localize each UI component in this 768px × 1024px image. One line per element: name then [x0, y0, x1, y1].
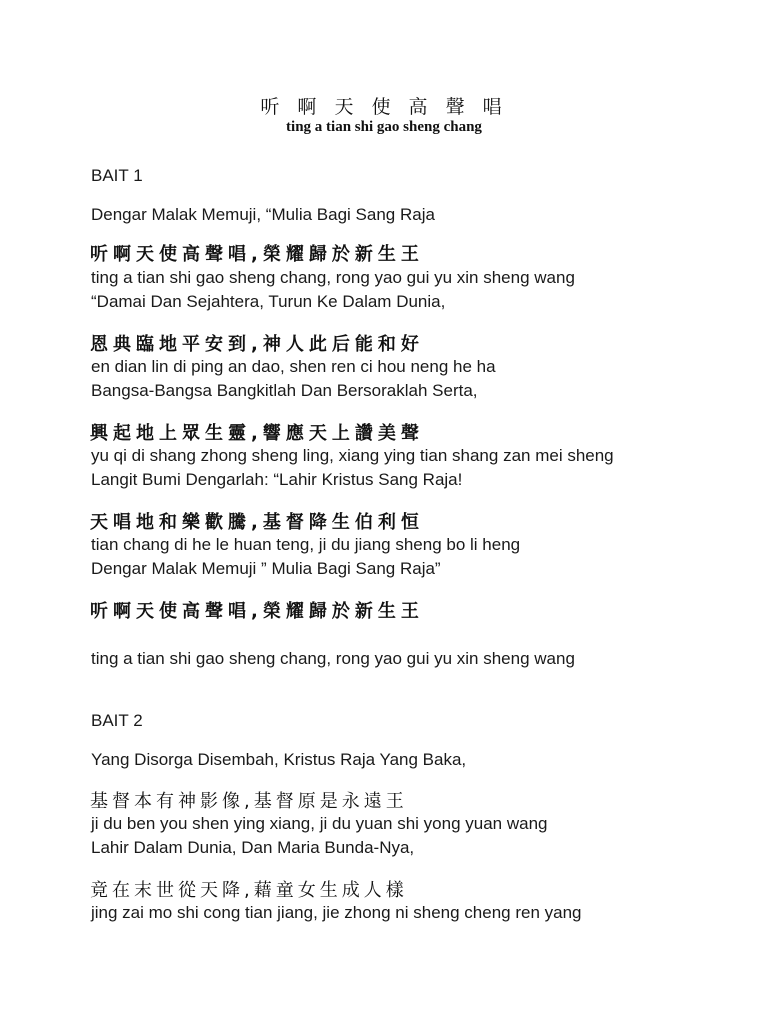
verse-2-line-3: ji du ben you shen ying xiang, ji du yuan shi yong yuan wang [91, 814, 548, 833]
verse-1-line-15: ting a tian shi gao sheng chang, rong yao gui yu xin sheng wang [91, 649, 575, 668]
verse-1-line-7: Bangsa-Bangsa Bangkitlah Dan Bersoraklah Serta, [91, 381, 478, 400]
verse-2-line-2: 基督本有神影像,基督原是永遠王 [90, 791, 408, 812]
verse-1-line-8: 興起地上眾生靈,響應天上讚美聲 [90, 423, 424, 444]
verse-2-line-1: Yang Disorga Disembah, Kristus Raja Yang Baka, [91, 750, 467, 769]
verse-2-label: BAIT 2 [91, 711, 143, 730]
verse-1-line-1: Dengar Malak Memuji, “Mulia Bagi Sang Raja [91, 205, 435, 224]
verse-1-line-14: 听啊天使高聲唱,榮耀歸於新生王 [90, 601, 424, 622]
verse-1-line-13: Dengar Malak Memuji ” Mulia Bagi Sang Raja” [91, 559, 441, 578]
verse-1-line-12: tian chang di he le huan teng, ji du jiang sheng bo li heng [91, 535, 521, 554]
verse-1-line-4: “Damai Dan Sejahtera, Turun Ke Dalam Dunia, [91, 292, 446, 311]
verse-1-line-11: 天唱地和樂歡騰,基督降生伯利恒 [90, 512, 424, 533]
verse-1-line-9: yu qi di shang zhong sheng ling, xiang ying tian shang zan mei sheng [91, 446, 614, 465]
verse-2-line-4: Lahir Dalam Dunia, Dan Maria Bunda-Nya, [91, 838, 415, 857]
verse-1-line-6: en dian lin di ping an dao, shen ren ci hou neng he ha [91, 357, 496, 376]
verse-1-label: BAIT 1 [91, 166, 143, 185]
verse-2-line-5: 竟在末世從天降,藉童女生成人樣 [90, 880, 408, 901]
verse-1-line-5: 恩典臨地平安到,神人此后能和好 [90, 334, 424, 355]
verse-2-line-6: jing zai mo shi cong tian jiang, jie zhong ni sheng cheng ren yang [91, 903, 582, 922]
verse-1-line-10: Langit Bumi Dengarlah: “Lahir Kristus Sang Raja! [91, 470, 463, 489]
song-subtitle: ting a tian shi gao sheng chang [286, 119, 482, 135]
verse-1-line-2: 听啊天使高聲唱,榮耀歸於新生王 [90, 244, 424, 265]
verse-1-line-3: ting a tian shi gao sheng chang, rong yao gui yu xin sheng wang [91, 268, 575, 287]
song-title: 听 啊 天 使 高 聲 唱 [260, 96, 508, 118]
